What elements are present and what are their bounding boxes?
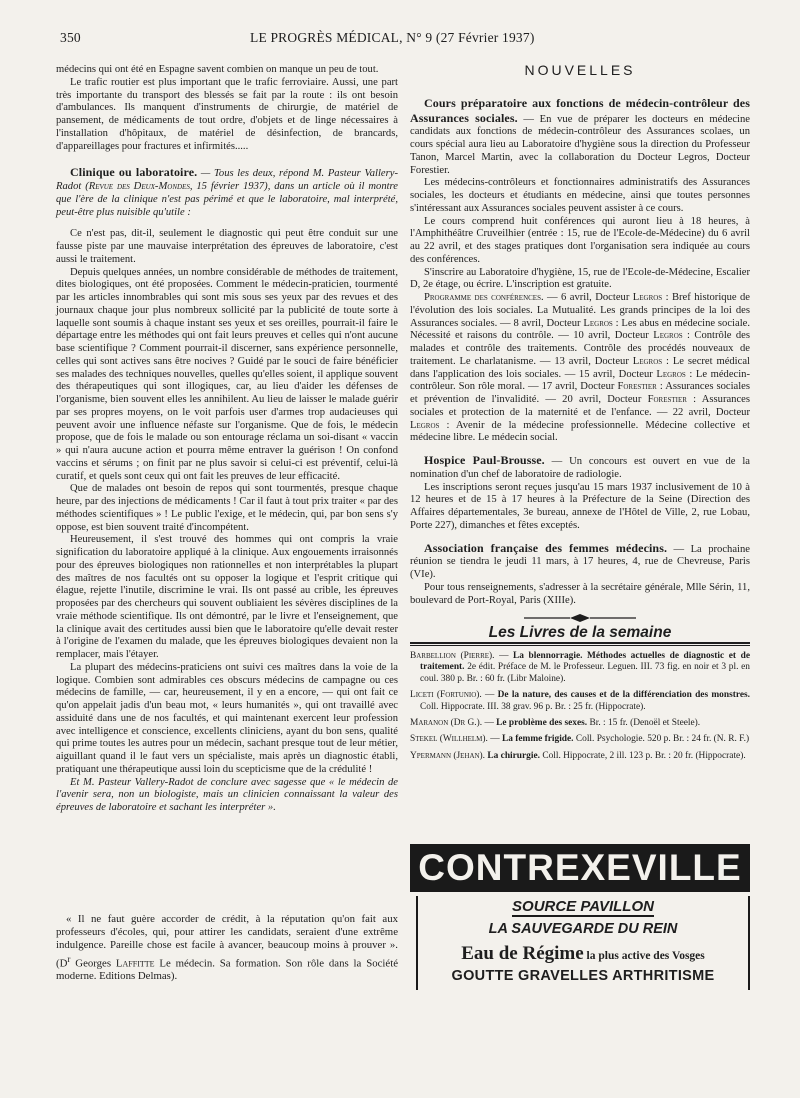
doctor-name: Forestier xyxy=(647,394,687,405)
footnote-sup: r xyxy=(67,953,71,964)
programme-text: : Assurances sociales et protection de la maternité et de l'enfance. — 22 avril, Docteur xyxy=(410,394,751,418)
footnote-text: Le médecin. Sa formation. Son rôle dans la Société moderne. Editions Delmas). xyxy=(56,957,398,983)
page-number: 350 xyxy=(60,30,81,45)
footnote-text: « Il ne faut guère accorder de crédit, à la réputation qu'on fait aux professeurs d'écoles, qui, pour attirer les candidats, seraient d'une extrême indulgence. Pareille chose est facile à avancer, beaucoup moins à prouver ». (D xyxy=(56,913,398,970)
book-title: La blennorragie. Méthodes actuelles de diagnostic et de traitement. xyxy=(420,651,750,673)
section-clinique-intro xyxy=(56,166,398,219)
news-cours xyxy=(410,97,750,178)
intro-text: — Tous les deux, répond M. Pasteur Vallery-Radot ( xyxy=(56,168,398,192)
books-section-title: Les Livres de la semaine xyxy=(488,624,672,642)
doctor-name: Legros xyxy=(632,292,663,303)
ornament-icon xyxy=(520,613,640,623)
footnote-paragraph xyxy=(56,913,398,984)
paragraph: Les inscriptions seront reçues jusqu'au 15 mars 1937 inclusivement de 10 à 12 heures et de 15 à 17 heures à la Préfecture de la Seine (Direction des Affaires départementales, 3e bureau, annexe de l'Hôtel de Ville, 2, rue Lobau, Porte 227), dimanches et fêtes exceptés. xyxy=(410,481,750,531)
doctor-name: Legros xyxy=(410,419,440,431)
ornament-divider xyxy=(410,613,750,623)
paragraph: Les médecins-contrôleurs et fonctionnaires administratifs des Assurances sociales, les docteurs et étudiants en médecine, ainsi que toutes personnes s'intéressant aux Assurances sociales peuvent assister à ce cours. xyxy=(410,177,750,214)
book-details: Coll. Psychologie. 520 p. Br. : 24 fr. (N. R. F.) xyxy=(573,734,750,745)
conclusion-paragraph xyxy=(56,777,398,815)
section-heading: Clinique ou laboratoire. xyxy=(70,165,198,180)
right-column xyxy=(410,64,750,767)
quote-paragraph: La plupart des médecins-praticiens ont suivi ces maîtres dans la voie de la logique. Combien sont admirables ces obscurs médecins de campagne ou ces médecins de famille, — car, heureusement, il y en a encore, — qui ont fait ce qu'on appelait jadis d'un beau mot, « leurs humanités », qui ont travaillé avec assiduité dans une de nos facultés, et qui maintenant exercent leur profession avec intelligence et conscience, excellents cliniciens, ayant du bon sens, qualité qui prime toutes les autres pour un médecin, sachant presque tout de leur métier, aiguillant quand il le faut vers un spécialiste, mais après un diagnostic établi, pratiquant une thérapeutique aussi loin du scepticisme que de la crédulité ! xyxy=(56,661,398,775)
news-association xyxy=(410,542,750,582)
doctor-name: Legros xyxy=(583,317,613,329)
book-author: Stekel (Willhelm). xyxy=(410,734,488,745)
book-details: 2e édit. Préface de M. le Professeur. Leguen. III. 73 fig. en noir et 3 pl. en coul. 380 p. Br. : 60 fr. (Libr Maloine). xyxy=(420,662,750,684)
paragraph: médecins qui ont été en Espagne savent combien on manque un peu de tout. xyxy=(56,64,379,75)
news-heading: Hospice Paul-Brousse. xyxy=(424,453,545,467)
contrexeville-advertisement xyxy=(408,838,752,994)
doctor-name: Legros xyxy=(656,368,686,380)
programme-text: : Assurances sociales et prévention de l'invalidité. — 20 avril, Docteur xyxy=(410,381,750,405)
ad-source-text: SOURCE PAVILLON xyxy=(512,898,654,915)
book-title: Le problème des sexes. xyxy=(496,718,588,729)
running-title: LE PROGRÈS MÉDICAL, N° 9 (27 Février 1937) xyxy=(250,30,535,45)
news-text: — Un concours est ouvert en vue de la nomination d'un chef de laboratoire de radiologie. xyxy=(410,456,750,480)
news-heading: Association française des femmes médecins. xyxy=(424,540,668,555)
journal-name: Revue des Deux-Mondes xyxy=(88,181,190,192)
book-title: La chirurgie. xyxy=(487,750,540,761)
ad-brand-banner: CONTREXEVILLE xyxy=(410,844,750,892)
running-header xyxy=(60,30,750,50)
ad-eau xyxy=(418,943,748,965)
footnote xyxy=(56,913,398,984)
book-entry xyxy=(410,690,750,713)
book-entry xyxy=(410,751,750,762)
books-list xyxy=(410,651,750,762)
book-dash: — xyxy=(487,734,502,745)
paragraph: Pour tous renseignements, s'adresser à la secrétaire générale, Mlle Sérin, 11, boulevard de Port-Royal, Paris (XIIIe). xyxy=(410,581,750,606)
book-author: Ypermann (Jehan). xyxy=(410,750,486,761)
nouvelles-title: NOUVELLES xyxy=(524,62,636,78)
programme-text: : Avenir de la médecine professionnelle. Médecine collective et médecine libre. Le médecin social. xyxy=(410,419,750,444)
ad-indications: GOUTTE GRAVELLES ARTHRITISME xyxy=(451,968,715,984)
programme-paragraph xyxy=(410,292,750,445)
programme-text: : Le secret médical dans l'application des lois sociales. — 15 avril, Docteur xyxy=(410,355,750,380)
programme-text: : Contrôle des malades et contrôle des traitements. Contrôle des procédés nouveaux de traitement. Le charlatanisme. — 13 avril, Docteur xyxy=(410,330,750,367)
book-author: Maranon (Dr G.). xyxy=(410,718,483,729)
book-details: Coll. Hippocrate, 2 ill. 123 p. Br. : 20 fr. (Hippocrate). xyxy=(539,750,746,761)
paragraph: S'inscrire au Laboratoire d'hygiène, 15, rue de l'Ecole-de-Médecine, Escalier D, 2e étage, ou écrire. L'inscription est gratuite. xyxy=(410,266,750,291)
book-entry xyxy=(410,718,750,729)
intro-text: , 15 février 1937), dans un article où il montre que l'ère de la clinique n'est pas périmé et que le laboratoire, mal interprété, peut-être plus nuisible qu'utile : xyxy=(56,181,398,218)
news-text: — En vue de préparer les docteurs en médecine candidats aux fonctions de médecin-contrôleur des Assurances scolaes, un cours spécial aura lieu au Laboratoire d'hygiène sous la direction du Professeur Tanon, Marcel Martin, avec la collaboration du Docteur Legros, Docteur Forestier. xyxy=(410,113,750,176)
news-text: — La prochaine réunion se tiendra le jeudi 11 mars, à 17 heures, 4, rue de Chevreuse, Paris (VIe). xyxy=(410,543,750,580)
quote-paragraph: Depuis quelques années, un nombre considérable de méthodes de traitement, dites biologiques, ont été proposées. Comment le médecin-praticien, tourmenté par les articles innombrables qui sont mis sous ses yeux par des revues et des journaux chaque jour plus nombreux sollicité par la publicité de toute sorte à laquelle sont soumis à chaque instant ses yeux et ses oreilles, pourrait-il faire le départage entre les méthodes qui ont fait leurs preuves et celles qui n'ont aucune base scientifique ? Comment pourrait-il discerner, sans expérience personnelle, celles qui sont actives sans être nocives ? Guidé par le souci de faire bénéficier ses malades des techniques nouvelles, quelles qu'elles soient, il applique souvent des thérapeutiques qui sont illogiques, car, au lieu d'aider les défenses de l'organisme, bien souvent elles les annihilent. Au lieu de laisser le malade guérir par ses propres moyens, on le voit parfois user d'armes trop audacieuses qui peuvent avoir une influence néfaste sur l'organisme. Que de fois, le médecin propose, que de fois le malade ou son entourage réclama un soi-disant « vaccin » qui n'aura aucune action et pourra même entraver la guérison ! On confond vaccins et sérums ; on finit par ne plus savoir si celui-ci est préventif, celui-là curatif, et quels sont ceux qui ont fait les preuves de leur efficacité. xyxy=(56,266,399,482)
ad-body xyxy=(416,896,750,990)
left-column xyxy=(56,64,398,815)
paragraph: Le cours comprend huit conférences qui auront lieu à 18 heures, à l'Amphithéâtre Cruveilhier (entrée : 15, rue de l'Ecole-de-Médecine) du 6 avril au 22 avril, et des stages pratiques dont l'organisation sera indiquée au cours des conférences. xyxy=(410,215,750,265)
news-heading: Cours préparatoire aux fonctions de médecin-contrôleur des Assurances sociales. xyxy=(410,95,750,125)
book-title: De la nature, des causes et de la différenciation des monstres. xyxy=(497,690,750,701)
quote-paragraph: Que de malades ont besoin de repos qui sont tourmentés, presque chaque heure, par des injections de médicaments ! Car il faut à tout prix traiter « par des méthodes scientifiques » ! Le public l'exige, et le médecin, qui, par bon sens s'y oppose, est bien souvent traité d'incompétent. xyxy=(56,483,398,533)
programme-text: — 6 avril, Docteur xyxy=(543,292,633,303)
programme-text: : Les abus en médecine sociale. Nécessité et raisons du contrôle. — 10 avril, Docteur xyxy=(410,317,750,342)
book-details: Br. : 15 fr. (Denoël et Steele). xyxy=(587,718,701,729)
book-dash: — xyxy=(482,718,497,729)
footnote-author: Laffitte xyxy=(115,957,155,970)
books-title-rule xyxy=(410,642,750,646)
book-entry xyxy=(410,734,750,745)
book-dash: — xyxy=(494,651,514,661)
paragraph: Le trafic routier est plus important que le trafic ferroviaire. Aussi, une part très importante du transport des blessés se fait par la route : ils ont besoin d'ambulances. Ils manquent d'instruments de chirurgie, de matériel de pansement, de médicaments de tout ordre, d'objets et de linge nécessaires à l'installation d'hôpitaux, de matériel de désinfection, de brancards, d'appareillages pour fractures et infirmités..... xyxy=(56,76,398,152)
doctor-name: Forestier xyxy=(617,381,657,393)
quote-paragraph: Heureusement, il s'est trouvé des hommes qui ont compris la vraie signification du laboratoire appliqué à la clinique. Aux engouements irraisonnés pour des épreuves biologiques non rationnelles et non interprétables la plupart des maîtres de nos facultés ont su opposer la logique et l'esprit critique qui élague, rejette l'inutile, discrimine le vrai. Ils ont passé au crible, les épreuves proposées par des chercheurs qui souvent oubliaient les sévères disciplines de la vraie méthode scientifique. Ils ont démontré, par le livre et l'enseignement, que la clinique avait des certitudes aussi bien que le laboratoire qu'elle devait rester à l'origine de l'examen du malade, que les épreuves biologiques devaient non la remplacer, mais l'étayer. xyxy=(56,534,398,660)
footnote-text: Georges xyxy=(70,957,116,970)
programme-text: : Le médecin-contrôleur. Son rôle moral. — 17 avril, Docteur xyxy=(410,368,750,393)
book-title: La femme frigide. xyxy=(501,734,574,745)
book-details: Coll. Hippocrate. III. 38 grav. 96 p. Br. : 25 fr. (Hippocrate). xyxy=(420,701,646,712)
ad-eau-text: Eau de Régime xyxy=(461,943,584,964)
news-hospice xyxy=(410,454,750,482)
ad-eau-small: la plus active des Vosges xyxy=(583,950,705,962)
book-entry xyxy=(410,651,750,685)
doctor-name: Legros xyxy=(653,330,683,342)
ad-slogan: LA SAUVEGARDE DU REIN xyxy=(488,921,678,937)
programme-text: : Bref historique de l'évolution des lois sociales. La Mutualité. Les grands principes de la loi des Assurances sociales. — 8 avril, Docteur xyxy=(410,292,750,329)
book-author: Barbellion (Pierre). xyxy=(410,651,495,661)
conclusion-text: Et M. Pasteur Vallery-Radot de conclure avec sagesse que « le médecin de l'avenir sera, non un biologiste, mais un clinicien connaissant la valeur des épreuves de laboratoire et sachant les interpréter ». xyxy=(56,776,398,813)
ad-source xyxy=(418,898,748,915)
book-dash: — xyxy=(481,690,498,701)
book-author: Liceti (Fortunio). xyxy=(410,690,482,701)
programme-label: Programme des conférences. xyxy=(424,292,544,303)
quote-paragraph: Ce n'est pas, dit-il, seulement le diagnostic qui peut être conduit sur une fausse piste par une mauvaise interprétation des épreuves de laboratoire, c'est aussi le traitement. xyxy=(56,228,398,265)
doctor-name: Legros xyxy=(632,355,663,367)
